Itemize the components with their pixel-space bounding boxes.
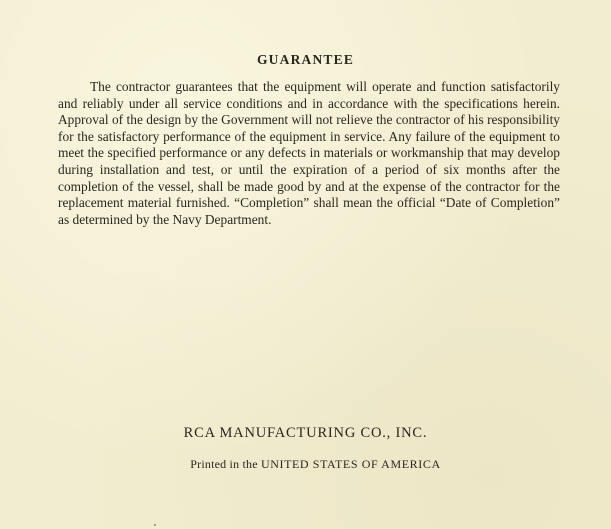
printed-country: UNITED STATES OF AMERICA [260, 457, 441, 471]
printed-prefix: Printed in the [190, 457, 261, 471]
company-name: RCA MANUFACTURING CO., INC. [183, 425, 428, 441]
printed-line [0, 457, 611, 472]
paper-speck [154, 524, 156, 526]
guarantee-heading: GUARANTEE [256, 52, 355, 67]
guarantee-paragraph: The contractor guarantees that the equipment will operate and function satisfactorily and reliably under all service conditions and in accordance with the specifications herein. Approval of the design by the Government will not relieve the contractor of his responsibility for the satisfactory performance of the equipment in service. Any failure of the equipment to meet the specified performance or any defects in materials or workmanship that may develop during installation and test, or until the expiration of a period of six months after the completion of the vessel, shall be made good by and at the expense of the contractor for the replacement material furnished. “Completion” shall mean the official “Date of Completion” as determined by the Navy Department. [58, 79, 560, 227]
